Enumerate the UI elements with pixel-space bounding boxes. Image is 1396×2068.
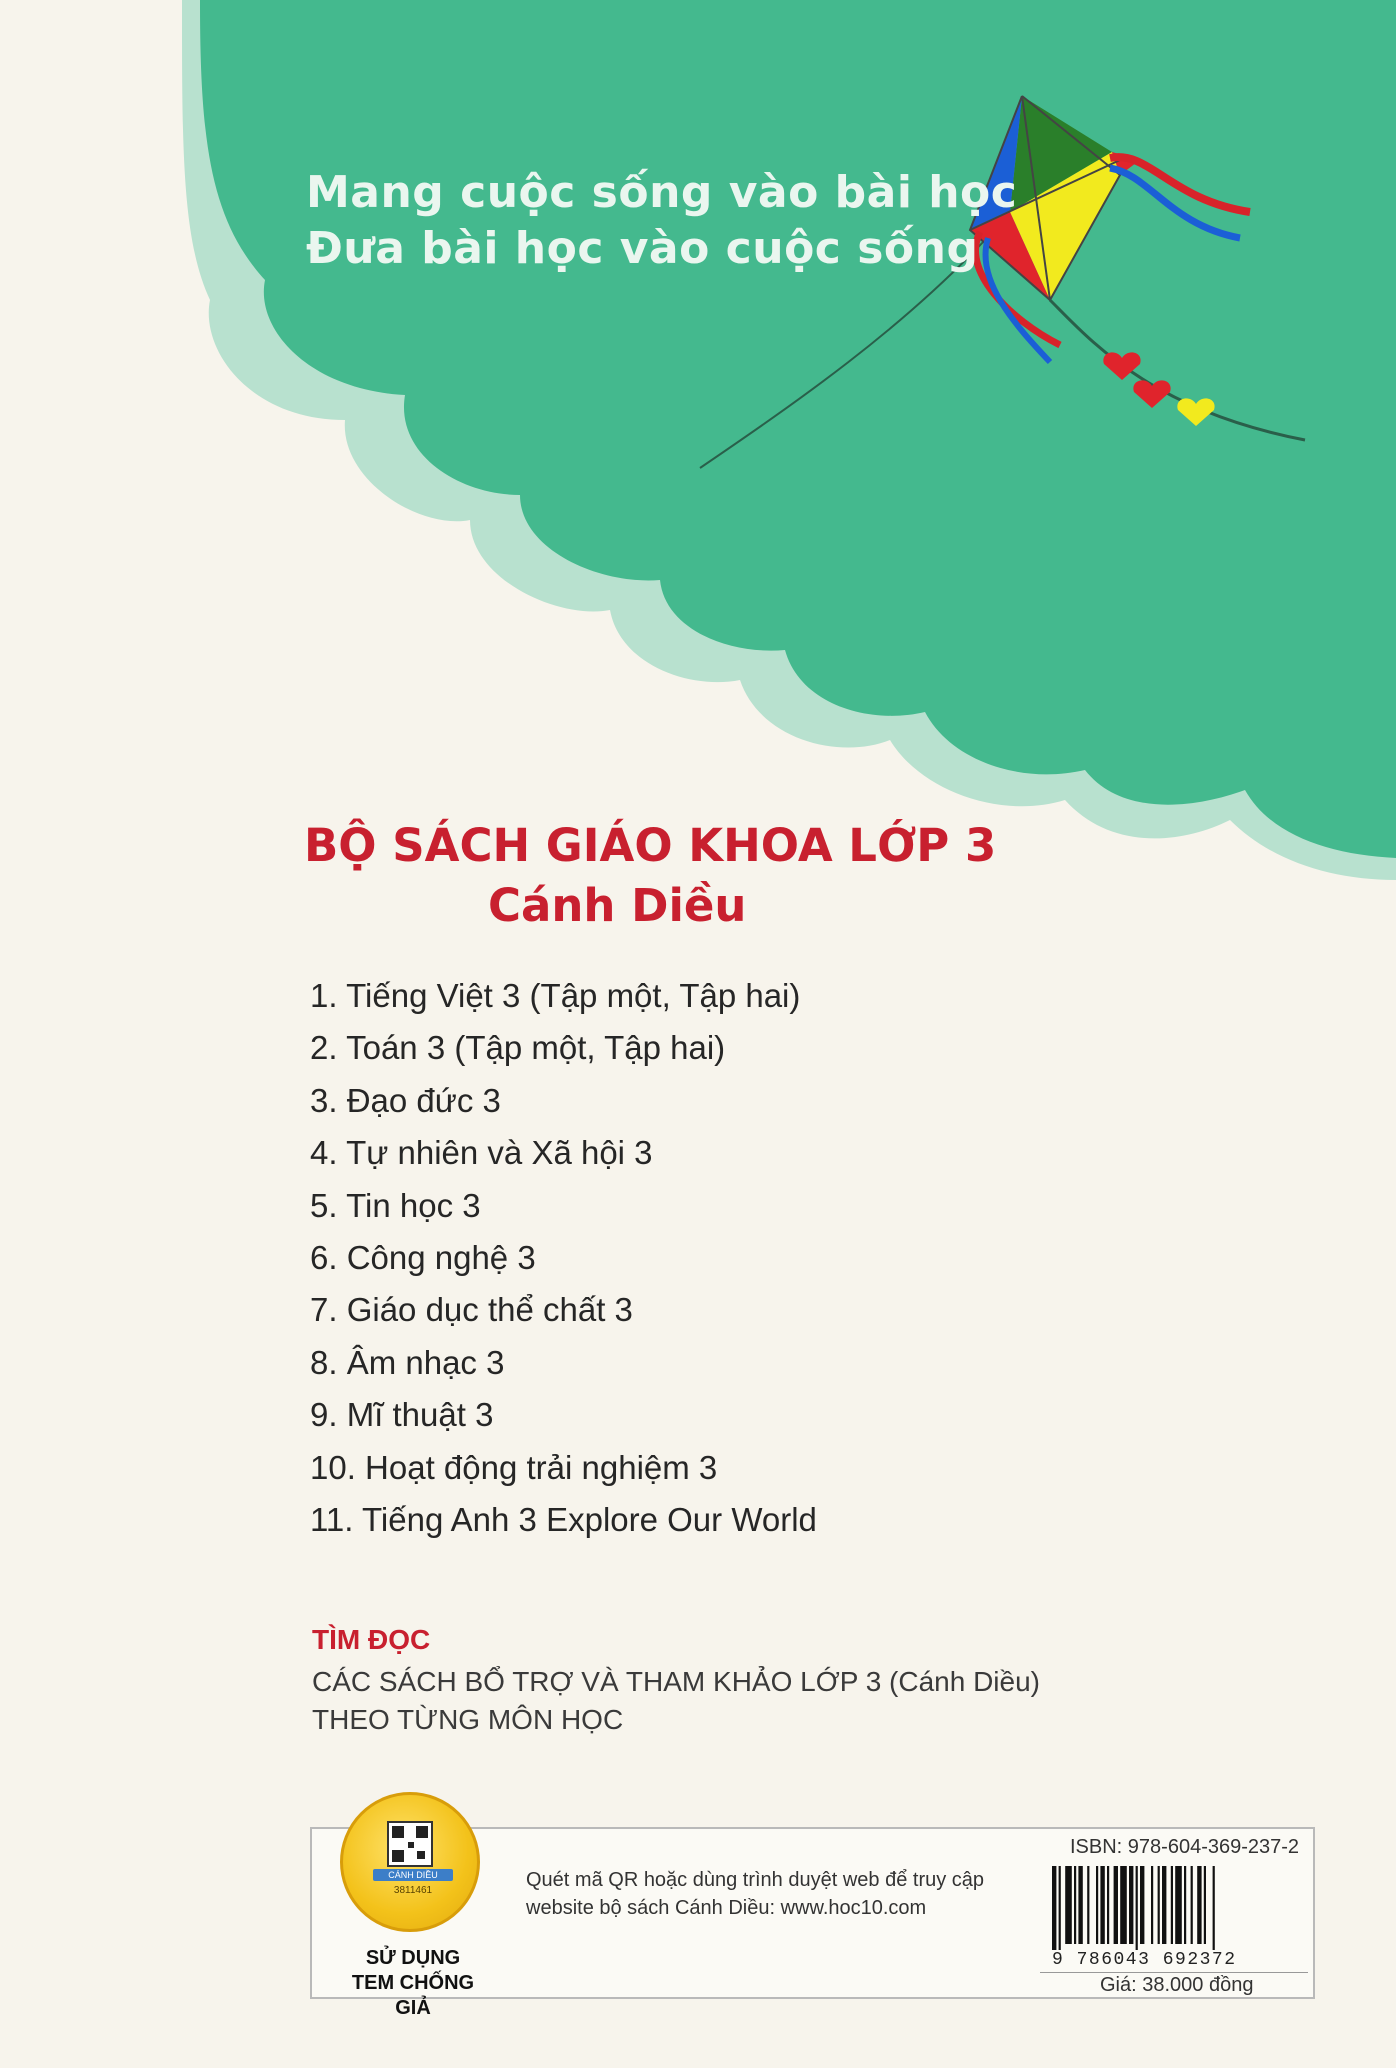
book-list-item: 5. Tin học 3	[310, 1186, 481, 1224]
price-label: Giá: 38.000 đồng	[1100, 1974, 1254, 1996]
slogan-line-1: Mang cuộc sống vào bài học	[306, 167, 1018, 218]
book-list-item: 3. Đạo đức 3	[310, 1081, 501, 1119]
cloud-kite-illustration	[0, 0, 1396, 900]
book-list-item: 10. Hoạt động trải nghiệm 3	[310, 1448, 718, 1486]
find-line-1: CÁC SÁCH BỔ TRỢ VÀ THAM KHẢO LỚP 3 (Cánh Diều)	[312, 1666, 1040, 1697]
book-list-item: 4. Tự nhiên và Xã hội 3	[310, 1134, 653, 1172]
stamp-caption-line-1: SỬ DỤNG	[365, 1947, 461, 1969]
stamp-brand: CÁNH DIỀU	[373, 1869, 453, 1881]
qr-note	[526, 1866, 984, 1922]
book-list-item: 9. Mĩ thuật 3	[310, 1396, 494, 1434]
isbn-label: ISBN: 978-604-369-237-2	[1070, 1836, 1300, 1858]
book-list	[310, 970, 817, 1546]
stamp-caption	[334, 1946, 492, 2021]
slogan	[306, 165, 1017, 277]
find-heading: TÌM ĐỌC	[312, 1624, 431, 1655]
book-list-item: 11. Tiếng Anh 3 Explore Our World	[310, 1501, 817, 1539]
slogan-line-2: Đưa bài học vào cuộc sống	[306, 223, 979, 274]
book-list-item: 8. Âm nhạc 3	[310, 1343, 505, 1381]
series-subtitle: Cánh Diều	[488, 879, 747, 932]
qr-note-line-2: website bộ sách Cánh Diều: www.hoc10.com	[526, 1897, 927, 1919]
find-line-2: THEO TỪNG MÔN HỌC	[312, 1704, 624, 1735]
stamp-caption-line-2: TEM CHỐNG GIẢ	[351, 1972, 475, 2019]
barcode-digits: 9 786043 692372	[1052, 1950, 1237, 1970]
book-list-item: 1. Tiếng Việt 3 (Tập một, Tập hai)	[310, 977, 801, 1014]
book-list-item: 2. Toán 3 (Tập một, Tập hai)	[310, 1029, 726, 1067]
series-title: BỘ SÁCH GIÁO KHOA LỚP 3	[304, 819, 997, 872]
anti-counterfeit-stamp	[340, 1792, 480, 1932]
qr-code-icon	[387, 1821, 433, 1867]
book-list-item: 7. Giáo dục thể chất 3	[310, 1291, 633, 1329]
stamp-code: 3811461	[393, 1885, 433, 1896]
barcode-icon	[1046, 1862, 1302, 1950]
qr-note-line-1: Quét mã QR hoặc dùng trình duyệt web để truy cập	[526, 1869, 985, 1891]
book-list-item: 6. Công nghệ 3	[310, 1239, 536, 1277]
